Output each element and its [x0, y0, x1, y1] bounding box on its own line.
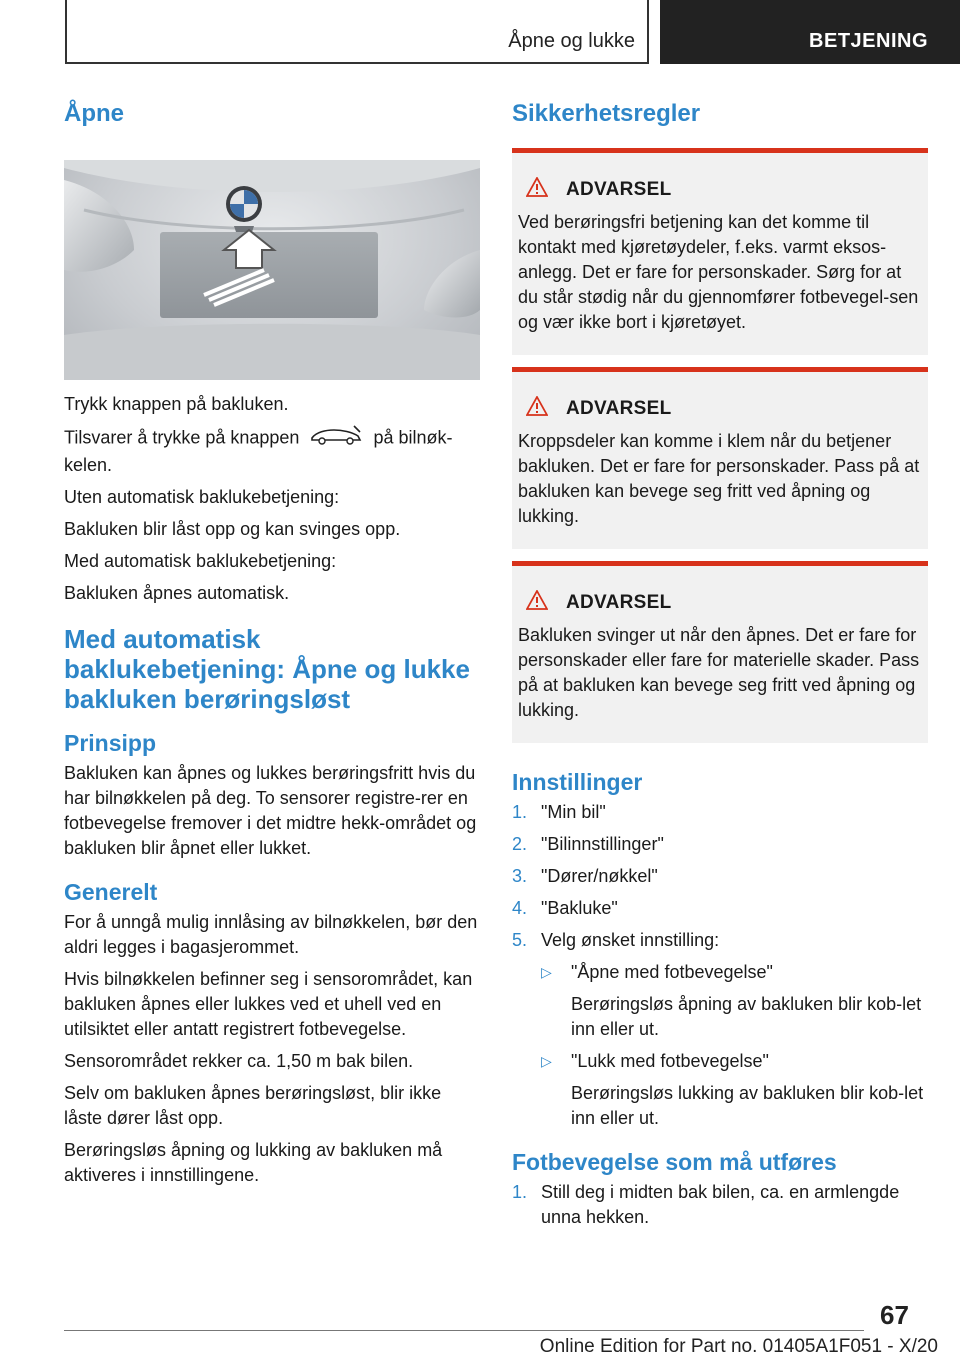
- step-number: 5.: [512, 930, 528, 950]
- footer-divider: [64, 1330, 864, 1331]
- step-text: Still deg i midten bak bilen, ca. en armlengde unna hekken.: [541, 1182, 900, 1227]
- left-column: [64, 100, 480, 1195]
- list-item: [512, 832, 928, 857]
- paragraph-general-4: Selv om bakluken åpnes berøringsløst, blir ikke låste dører låst opp.: [64, 1083, 442, 1128]
- step-text: "Min bil": [541, 802, 606, 822]
- paragraph-press-button: Trykk knappen på bakluken.: [64, 394, 289, 414]
- option-description: Berøringsløs åpning av bakluken blir kob-let inn eller ut.: [571, 994, 922, 1039]
- foot-steps: [512, 1180, 928, 1230]
- header-chapter-box: [660, 0, 960, 64]
- step-text: "Dører/nøkkel": [541, 866, 658, 886]
- step-number: 2.: [512, 834, 528, 854]
- section-heading-contactless: Med automatisk baklukebetjening: Åpne og lukke bakluken berøringsløst: [64, 624, 470, 714]
- settings-options: [541, 960, 928, 1131]
- car-tailgate-icon: [310, 424, 362, 453]
- settings-steps: [512, 800, 928, 1131]
- list-item: [512, 928, 928, 1131]
- warning-text: Kroppsdeler kan komme i klem når du betjener bakluken. Det er fare for personskader. Pass på at bakluken kan bevege seg fritt ved åpning og lukking.: [518, 431, 920, 526]
- header-title: Åpne og lukke: [508, 30, 635, 52]
- step-number: 3.: [512, 866, 528, 886]
- subheading-general: Generelt: [64, 879, 158, 905]
- step-number: 4.: [512, 898, 528, 918]
- list-item: [541, 960, 928, 1042]
- paragraph-no-auto: Uten automatisk baklukebetjening:: [64, 487, 340, 507]
- step-text: "Bakluke": [541, 898, 618, 918]
- paragraph-general-5: Berøringsløs åpning og lukking av bakluken må aktiveres i innstillingene.: [64, 1140, 443, 1185]
- warning-box: [512, 367, 928, 549]
- list-item: [541, 1049, 928, 1131]
- list-item: [512, 864, 928, 889]
- footer-edition: Online Edition for Part no. 01405A1F051 - X/20: [539, 1336, 938, 1357]
- paragraph-equivalent-after: på bilnøk-kelen.: [64, 427, 453, 475]
- warning-text: Bakluken svinger ut når den åpnes. Det er fare for personskader eller fare for materielle skader. Pass på at bakluken kan bevege seg fritt ved åpning og lukking.: [518, 625, 920, 720]
- step-number: 1.: [512, 802, 528, 822]
- warning-triangle-icon: [526, 396, 548, 421]
- header-title-box: [65, 0, 649, 64]
- list-item: [512, 800, 928, 825]
- warning-box: [512, 148, 928, 355]
- warning-title: ADVARSEL: [566, 591, 672, 613]
- subheading-foot-movement: Fotbevegelse som må utføres: [512, 1149, 837, 1175]
- step-text: "Bilinnstillinger": [541, 834, 664, 854]
- step-number: 1.: [512, 1182, 528, 1202]
- section-heading-safety: Sikkerhetsregler: [512, 100, 701, 127]
- warning-box: [512, 561, 928, 743]
- car-tailgate-photo: [64, 160, 480, 380]
- page-number: 67: [880, 1300, 909, 1330]
- paragraph-opens-auto: Bakluken åpnes automatisk.: [64, 583, 290, 603]
- option-label: "Åpne med fotbevegelse": [571, 962, 773, 982]
- option-description: Berøringsløs lukking av bakluken blir kob-let inn eller ut.: [571, 1083, 924, 1128]
- section-heading-open: Åpne: [64, 100, 124, 127]
- paragraph-unlocked: Bakluken blir låst opp og kan svinges opp.: [64, 519, 401, 539]
- warning-triangle-icon: [526, 177, 548, 202]
- paragraph-general-3: Sensorområdet rekker ca. 1,50 m bak bilen.: [64, 1051, 414, 1071]
- triangle-bullet-icon: ▷: [541, 1053, 552, 1069]
- warning-title: ADVARSEL: [566, 397, 672, 419]
- header-chapter: BETJENING: [809, 30, 928, 52]
- right-column: [512, 100, 928, 1237]
- option-label: "Lukk med fotbevegelse": [571, 1051, 769, 1071]
- step-text: Velg ønsket innstilling:: [541, 930, 720, 950]
- paragraph-equivalent: [64, 424, 480, 478]
- list-item: [512, 1180, 928, 1230]
- paragraph-general-1: For å unngå mulig innlåsing av bilnøkkelen, bør den aldri legges i bagasjerommet.: [64, 912, 478, 957]
- paragraph-principle: Bakluken kan åpnes og lukkes berøringsfritt hvis du har bilnøkkelen på deg. To sensorer registre-rer en fotbevegelse fremover i det midtre hekk-området og bakluken blir åpnet eller lukket.: [64, 763, 477, 858]
- list-item: [512, 896, 928, 921]
- triangle-bullet-icon: ▷: [541, 964, 552, 980]
- warning-title: ADVARSEL: [566, 178, 672, 200]
- subheading-principle: Prinsipp: [64, 730, 157, 756]
- warning-triangle-icon: [526, 590, 548, 615]
- paragraph-general-2: Hvis bilnøkkelen befinner seg i sensorområdet, kan bakluken åpnes eller lukkes ved et uhell ved en utilsiktet eller antatt registrert fotbevegelse.: [64, 969, 473, 1039]
- paragraph-with-auto: Med automatisk baklukebetjening:: [64, 551, 337, 571]
- warning-text: Ved berøringsfri betjening kan det komme til kontakt med kjøretøydeler, f.eks. varmt eksos-anlegg. Det er fare for personskader. Sørg for at du står stødig når du gjennomfører fotbevegel-sen og vær ikke bort i kjøretøyet.: [518, 212, 919, 332]
- paragraph-equivalent-before: Tilsvarer å trykke på knappen: [64, 427, 300, 448]
- subheading-settings: Innstillinger: [512, 769, 643, 795]
